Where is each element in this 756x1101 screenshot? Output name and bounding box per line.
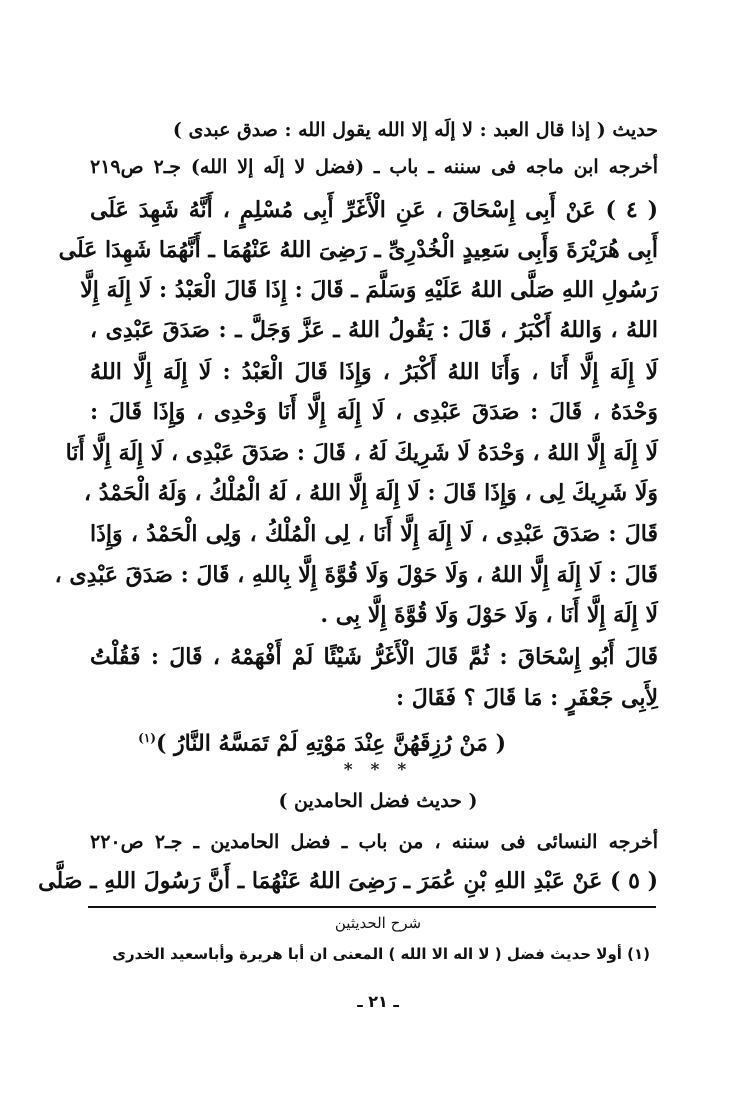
source-reference-nasai: أخرجه النسائى فى سننه ، من باب ـ فضل الحامدين ـ جـ٢ ص٢٢٠ [90, 831, 659, 853]
hadith-5-line: ( ٥ ) عَنْ عَبْدِ اللهِ بْنِ عُمَرَ ـ رَضِىَ اللهُ عَنْهُمَا ـ أَنَّ رَسُولَ اللهِ ـ صَلَّى [38, 868, 658, 894]
page-number: ـ ٢١ ـ [357, 992, 399, 1011]
separator-stars: * * * [343, 760, 413, 780]
hadith-4-line: اللهُ ، وَاللهُ أَكْبَرُ ، قَالَ : يَقُولُ اللهُ ـ عَزَّ وَجَلَّ ـ : صَدَقَ عَبْدِى ، [90, 317, 658, 343]
footnote-title: شرح الحديثين [334, 914, 422, 932]
section-title: ( حديث فضل الحامدين ) [278, 790, 478, 812]
footnote-divider [88, 906, 656, 908]
abu-ishaq-line: قَالَ أَبُو إِسْحَاقَ : ثُمَّ قَالَ الْأَغَرُّ شَيْئًا لَمْ أَفْهَمْهُ ، قَالَ : فَقُلْتُ [90, 644, 658, 670]
hadith-4-line: أَبِى هُرَيْرَةَ وَأَبِى سَعِيدٍ الْخُدْرِىِّ ـ رَضِىَ اللهُ عَنْهُمَا ـ أَنَّهُمَا شَهِدَا عَلَى [58, 237, 658, 263]
hadith-4-line: لَا إِلَهَ إِلَّا أَنَا ، وَلَا حَوْلَ وَلَا قُوَّةَ إِلَّا بِى . [320, 602, 658, 628]
hadith-4-line: ( ٤ ) عَنْ أَبِى إِسْحَاقَ ، عَنِ الْأَغَرِّ أَبِى مُسْلِمٍ ، أَنَّهُ شَهِدَ عَلَى [90, 197, 658, 223]
footnote-text: (١) أولا حديث فضل ( لا اله الا الله ) المعنى ان أبا هريرة وأباسعيد الخدرى [112, 945, 650, 963]
hadith-4-line: قَالَ : صَدَقَ عَبْدِى ، لَا إِلَهَ إِلَّا أَنَا ، لِى الْمُلْكُ ، وَلِى الْحَمْدُ ، وَإِذَا [90, 521, 658, 547]
quote-line [86, 723, 506, 758]
hadith-4-line: قَالَ : لَا إِلَهَ إِلَّا اللهُ ، وَلَا حَوْلَ وَلَا قُوَّةَ إِلَّا بِاللهِ ، قَالَ : صَدَقَ عَبْدِى ، [54, 562, 658, 588]
hadith-4-line: رَسُولِ اللهِ صَلَّى اللهُ عَلَيْهِ وَسَلَّمَ ـ قَالَ : إِذَا قَالَ الْعَبْدُ : لَا إِلَهَ إِلَّا [80, 277, 658, 303]
abu-ishaq-line: لِأَبِى جَعْفَرٍ : مَا قَالَ ؟ فَقَالَ : [395, 685, 658, 711]
hadith-4-line: لَا إِلَهَ إِلَّا اللهُ ، وَحْدَهُ لَا شَرِيكَ لَهُ ، قَالَ : صَدَقَ عَبْدِى ، لَا إِلَهَ إِلَّا أَنَا [65, 440, 658, 466]
hadith-4-line: وَحْدَهُ ، قَالَ : صَدَقَ عَبْدِى ، لَا إِلَهَ إِلَّا أَنَا وَحْدِى ، وَإِذَا قَالَ : [90, 399, 658, 425]
source-reference-ibn-majah: أخرجه ابن ماجه فى سننه ـ باب ـ (فضل لا إلَه إلا الله) جـ٢ ص٢١٩ [90, 156, 659, 178]
hadith-4-line: وَلَا شَرِيكَ لِى ، وَإِذَا قَالَ : لَا إِلَهَ إِلَّا اللهُ ، لَهُ الْمُلْكُ ، وَلَهُ الْحَمْدُ ، [84, 480, 658, 506]
quote-text: ( مَنْ رُزِقَهُنَّ عِنْدَ مَوْتِهِ لَمْ تَمَسَّهُ النَّارُ ) [155, 730, 506, 757]
footnote-marker: (١) [138, 731, 156, 745]
hadith-4-line: لَا إِلَهَ إِلَّا أَنَا ، وَأَنَا اللهُ أَكْبَرُ ، وَإِذَا قَالَ الْعَبْدُ : لَا إِلَهَ إِلَّا اللهُ [90, 359, 658, 385]
hadith-heading: حديث ( إذا قال العبد : لا إلَه إلا الله يقول الله : صدق عبدى ) [172, 119, 658, 141]
